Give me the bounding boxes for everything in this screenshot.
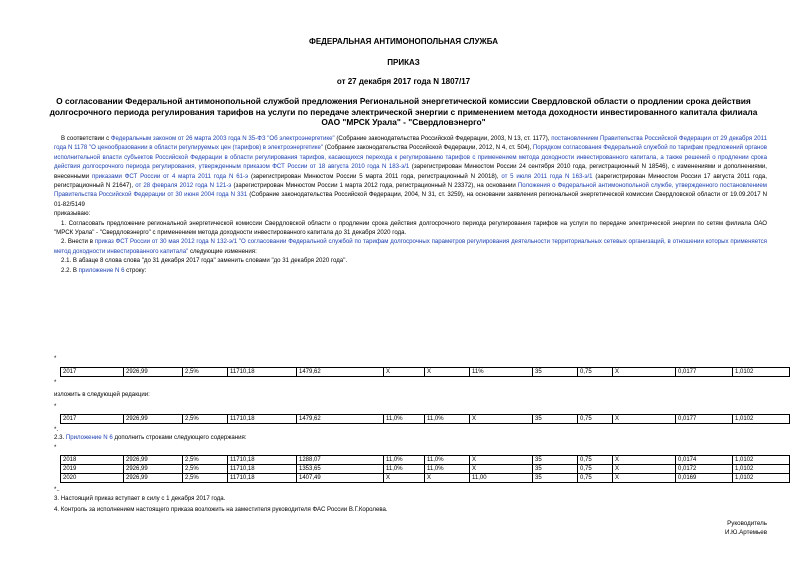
table-cell: X	[470, 415, 533, 424]
new-row-table	[60, 414, 790, 424]
fst-order-61e-link[interactable]: приказами ФСТ России от 4 марта 2011 года N 61-э	[91, 172, 249, 180]
text: строку:	[124, 266, 147, 274]
text: (Собрание законодательства Российской Федерации, 2003, N 13, ст. 1177),	[334, 135, 552, 142]
preamble-paragraph	[54, 134, 767, 209]
table-cell: 2,5%	[183, 465, 228, 474]
table-cell: 0,0177	[676, 415, 733, 424]
table-body	[61, 368, 790, 377]
table-cell: 0,0169	[676, 474, 733, 483]
table-cell: 2017	[61, 415, 124, 424]
table-cell: X	[613, 456, 676, 465]
table-cell: 11710,18	[228, 456, 297, 465]
table-row	[61, 368, 790, 377]
table-cell: X	[613, 465, 676, 474]
item-2-2	[54, 266, 767, 275]
table-cell: 2926,99	[124, 415, 183, 424]
order-word: приказываю:	[54, 210, 91, 218]
signatory-name: И.Ю.Артемьев	[725, 529, 767, 536]
item-4: 4. Контроль за исполнением настоящего приказа возложить на заместителя руководителя ФАС России В.Г.Королева.	[54, 506, 388, 513]
table-cell: X	[470, 456, 533, 465]
mark: *	[54, 356, 57, 362]
table-cell: X	[470, 465, 533, 474]
table-cell: 11710,18	[228, 368, 297, 377]
item-2-3	[54, 434, 247, 442]
table-cell: 0,75	[578, 474, 613, 483]
old-row-table	[60, 367, 790, 377]
table-body	[61, 415, 790, 424]
table-cell: 35	[533, 474, 578, 483]
fst-order-121e-link[interactable]: от 28 февраля 2012 года N 121-э	[135, 182, 232, 190]
table-cell: 2926,99	[124, 456, 183, 465]
table-cell: 0,75	[578, 368, 613, 377]
mark: *.	[54, 427, 59, 433]
table-cell: 11710,18	[228, 415, 297, 424]
table-cell: 11,0%	[384, 456, 425, 465]
table-cell: 2020	[61, 474, 124, 483]
table-cell: 11710,18	[228, 465, 297, 474]
item-1: 1. Согласовать предложение региональной энергетической комиссии Свердловской области о продлении срока действия долгосрочного периода регулирования тарифов на услуги по передаче электрической энергии по сетям филиала ОАО "МРСК Урала" - "Свердловэнерго" с применением метода доходности инвестированного капитала до 31 декабря 2020 года.	[54, 219, 767, 237]
table-cell: X	[613, 415, 676, 424]
table-cell: 11,0%	[425, 456, 470, 465]
table-cell: 11710,18	[228, 474, 297, 483]
table-cell: 0,75	[578, 456, 613, 465]
table-row	[61, 465, 790, 474]
preamble	[54, 134, 767, 275]
fst-order-163e-link[interactable]: от 5 июля 2011 года N 163-э/1	[501, 172, 593, 180]
table-cell: 1,0102	[733, 474, 790, 483]
table-cell: 1,0102	[733, 415, 790, 424]
signatory-position: Руководитель	[727, 520, 767, 527]
table-cell: 1,0102	[733, 456, 790, 465]
appendix-6-add-link[interactable]: Приложение N 6	[65, 434, 113, 441]
table-cell: 35	[533, 456, 578, 465]
agency-name: ФЕДЕРАЛЬНАЯ АНТИМОНОПОЛЬНАЯ СЛУЖБА	[309, 37, 498, 46]
item-3: 3. Настоящий приказ вступает в силу с 1 декабря 2017 года.	[54, 495, 226, 502]
mark: *	[54, 445, 57, 451]
added-rows-table	[60, 455, 790, 483]
table-cell: 2,5%	[183, 368, 228, 377]
table-cell: 11,0%	[425, 465, 470, 474]
text: 2.3.	[54, 434, 66, 441]
mark: *..	[54, 487, 60, 493]
government-decree-1178-link[interactable]: постановлением Правительства Российской Федерации от 29 декабря 2011 года N 1178 "О ценообразовании в области регулируемых цен (тарифов) в электроэнергетике"	[54, 135, 768, 152]
table-cell: 1288,07	[297, 456, 384, 465]
table-cell: 0,0177	[676, 368, 733, 377]
table-cell: 35	[533, 465, 578, 474]
table-cell: 35	[533, 368, 578, 377]
table-cell: 1353,65	[297, 465, 384, 474]
doc-type: ПРИКАЗ	[387, 58, 420, 67]
table-cell: X	[425, 368, 470, 377]
text: В соответствии с	[61, 135, 111, 142]
table-cell: 0,0172	[676, 465, 733, 474]
text: (зарегистрирован Минюстом России 17 августа 2011 года, регистрационный N 21647),	[54, 172, 768, 190]
doc-title: О согласовании Федеральной антимонопольной службой предложения Региональной энергетической комиссии Свердловской области о продлении срока действия долгосрочного периода регулирования тарифов на услуги по передаче электрической энергии с применением метода доходности инвестированного капитала филиала ОАО "МРСК Урала" - "Свердловэнерго"	[49, 96, 758, 127]
table-row	[61, 474, 790, 483]
signature-block	[725, 519, 767, 537]
table-cell: 2,5%	[183, 415, 228, 424]
table-cell: 0,75	[578, 415, 613, 424]
table-cell: 2926,99	[124, 368, 183, 377]
table-cell: 11,0%	[425, 415, 470, 424]
doc-date-number: от 27 декабря 2017 года N 1807/17	[336, 77, 471, 86]
procedure-order-link[interactable]: Порядком согласования Федеральной службой по тарифам предложений органов исполнительной власти субъектов Российской Федерации в области регулирования тарифов, касающихся перехода к регулированию тарифов с применением метода доходности инвестированного капитала, а также решений о продлении срока действия долгосрочного периода регулирования, утвержденным приказом ФСТ России от 18 августа 2010 года N 183-э/1	[54, 144, 767, 171]
table-cell: 1,0102	[733, 465, 790, 474]
table-cell: 1479,62	[297, 368, 384, 377]
table-cell: 35	[533, 415, 578, 424]
text: (зарегистрирован Минюстом России 24 сентября 2010 года, регистрационный N 18546), с изменениями и дополнениями, внесенными	[54, 163, 767, 180]
table-cell: 2019	[61, 465, 124, 474]
table-cell: 2,5%	[183, 456, 228, 465]
table-cell: 1479,62	[297, 415, 384, 424]
text: (Собрание законодательства Российской Федерации, 2012, N 4, ст. 504),	[323, 144, 533, 152]
table-cell: X	[384, 368, 425, 377]
replace-text: изложить в следующей редакции:	[54, 391, 150, 398]
table-cell: 11%	[470, 368, 533, 377]
table-cell: X	[384, 474, 425, 483]
appendix-6-link[interactable]: приложение N 6	[78, 266, 125, 274]
table-cell: 11,00	[470, 474, 533, 483]
table-cell: 11,0%	[384, 465, 425, 474]
table-cell: 2,5%	[183, 474, 228, 483]
mark: *	[54, 404, 57, 410]
table-cell: 2018	[61, 456, 124, 465]
table-cell: 2926,99	[124, 474, 183, 483]
table-cell: 2926,99	[124, 465, 183, 474]
fst-order-132e-link[interactable]: приказ ФСТ России от 30 мая 2012 года N 132-э/1 "О согласовании Федеральной службой по тарифам долгосрочных параметров регулирования деятельности территориальных сетевых организаций, в отношении которых применяется метод доходности инвестированного капитала"	[54, 238, 767, 255]
table-cell: X	[613, 474, 676, 483]
table-cell: 1407,49	[297, 474, 384, 483]
mark: *	[54, 380, 57, 386]
table-cell: 1,0102	[733, 368, 790, 377]
fas-regulation-link[interactable]: Положения о Федеральной антимонопольной службе, утвержденного постановлением Правительства Российской Федерации от 30 июня 2004 года N 331	[54, 182, 767, 199]
table-cell: X	[613, 368, 676, 377]
item-2-1: 2.1. В абзаце 8 слова слова "до 31 декабря 2017 года" заменить словами "до 31 декабря 2020 года".	[61, 257, 348, 265]
table-row	[61, 456, 790, 465]
table-cell: 2017	[61, 368, 124, 377]
text: дополнить строками следующего содержания:	[112, 434, 247, 441]
law-35-fz-link[interactable]: Федеральным законом от 26 марта 2003 года N 35-ФЗ "Об электроэнергетике"	[110, 135, 335, 142]
text: (Собрание законодательства Российской Федерации, 2004, N 31, ст. 3259), на основании заявления региональной энергетической комиссии Свердловской области от 19.09.2017 N 01-82/5149	[54, 191, 767, 208]
table-cell: 0,75	[578, 465, 613, 474]
table-row	[61, 415, 790, 424]
table-body	[61, 456, 790, 483]
text: 2. Внести в	[61, 238, 95, 246]
text: 2.2. В	[61, 266, 79, 274]
table-cell: 11,0%	[384, 415, 425, 424]
item-2	[54, 237, 767, 256]
text: (зарегистрирован Минюстом России 1 марта 2012 года, регистрационный N 23372), на основании	[231, 182, 518, 190]
text: следующие изменения:	[188, 247, 257, 255]
text: (зарегистрирован Минюстом России 5 марта 2011 года, регистрационный N 20018),	[248, 172, 502, 180]
table-cell: X	[425, 474, 470, 483]
table-cell: 0,0174	[676, 456, 733, 465]
